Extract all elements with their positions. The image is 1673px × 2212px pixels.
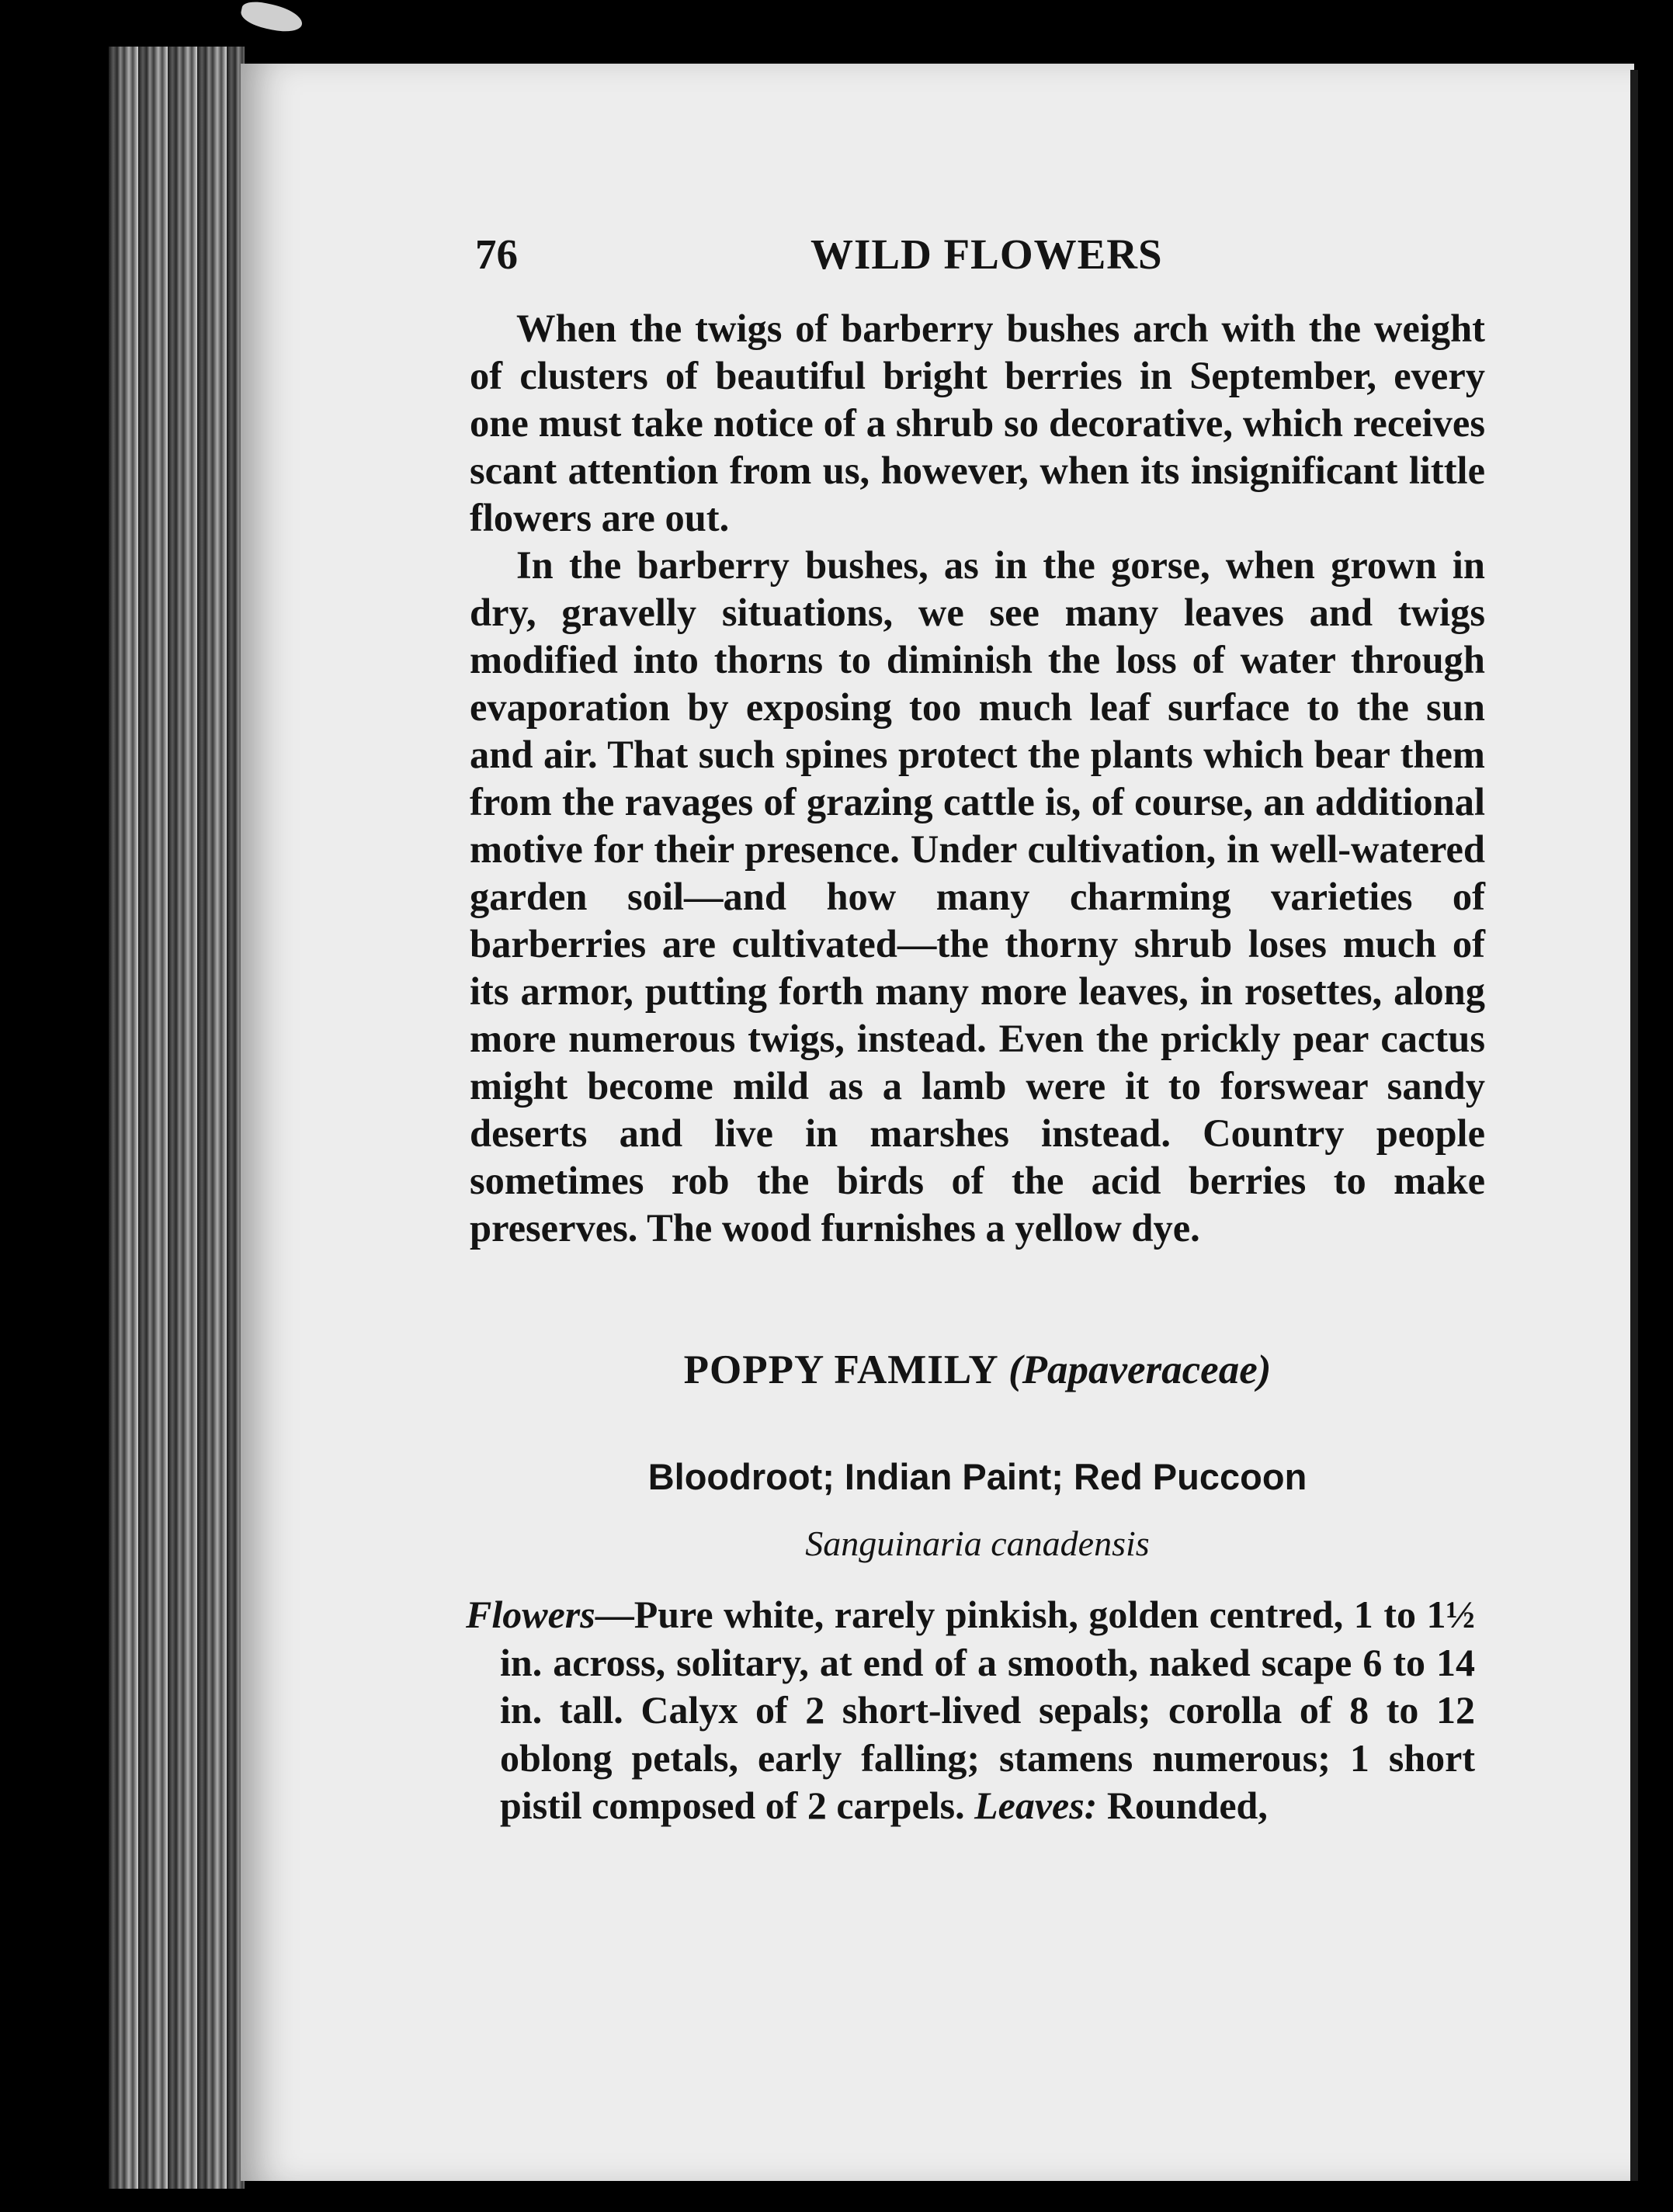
book-page-edges [109,47,245,2189]
species-latin-name: Sanguinaria canadensis [805,1524,1150,1563]
species-description [466,1591,1475,1830]
flowers-text: —Pure white, rarely pinkish, golden centred, 1 to 1½ in. across, solitary, at end of a smooth, naked scape 6 to 14 in. tall. Calyx of 2 short-lived sepals; corolla of 8 to 12 oblong petals, early falling; stamens numerous; 1 short pistil composed of 2 carpels. [500,1593,1475,1827]
flowers-label: Flowers [466,1593,595,1636]
species-common-names: Bloodroot; Indian Paint; Red Puccoon [647,1456,1307,1497]
page-header [475,230,1484,284]
family-latin-name: (Papaveraceae) [1008,1347,1272,1392]
scan-artifact [239,0,305,36]
leaves-label: Leaves: [974,1784,1098,1827]
family-name: POPPY FAMILY [683,1347,998,1392]
page-number: 76 [475,231,518,278]
paragraph-barberry-berries: When the twigs of barberry bushes arch with the weight of clusters of beautiful bright berries in September, every one must take notice of a shrub so decorative, which receives scant attention from us, however, when its insignificant little flowers are out. [470,307,1485,539]
section-heading [470,1347,1485,1393]
facing-page-edge [1630,70,1638,2181]
leaves-text: Rounded, [1106,1784,1268,1827]
paragraph-barberry-thorns: In the barberry bushes, as in the gorse, when grown in dry, gravelly situations, we see many leaves and twigs modified into thorns to diminish the loss of water through evaporation by exposing too much leaf surface to the sun and air. That such spines protect the plants which bear them from the ravages of grazing cattle is, of course, an additional motive for their presence. Under cultivation, in well-watered garden soil—and how many charming varieties of barberries are cultivated—the thorny shrub loses much of its armor, putting forth many more leaves, in rosettes, along more numerous twigs, instead. Even the prickly pear cactus might become mild as a lamb were it to forswear sandy deserts and live in marshes instead. Country people sometimes rob the birds of the acid berries to make preserves. The wood furnishes a yellow dye. [470,543,1485,1250]
running-title: WILD FLOWERS [810,231,1163,278]
